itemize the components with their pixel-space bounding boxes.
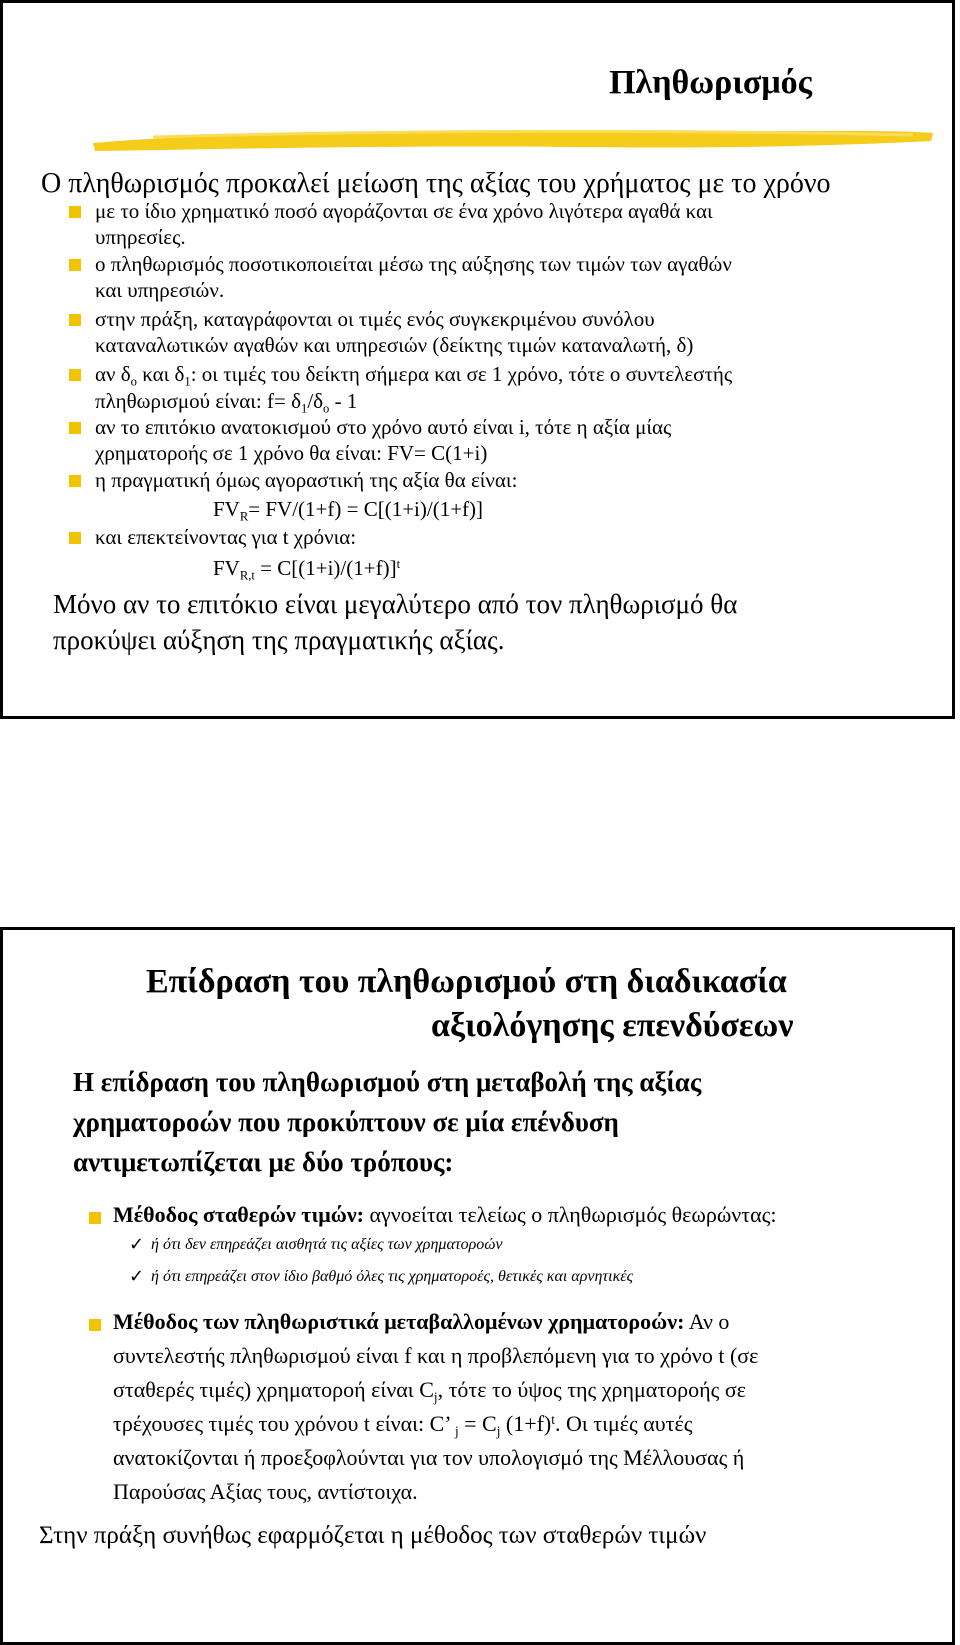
heading-line-3: αντιμετωπίζεται με δύο τρόπους: — [73, 1147, 454, 1177]
slide-title-line-2: αξιολόγησης επενδύσεων — [431, 1007, 794, 1044]
bullet-1-line-2: υπηρεσίες. — [95, 225, 186, 249]
bullet-icon — [69, 422, 81, 434]
conclusion-line-2: προκύψει αύξηση της πραγματικής αξίας. — [53, 625, 505, 655]
bullet-6-line-1: η πραγματική όμως αγοραστική της αξία θα είναι: — [95, 468, 518, 492]
method-2-line-5: ανατοκίζονται ή προεξοφλούνται για τον υπολογισμό της Μέλλουσας ή — [113, 1445, 745, 1470]
slide-title: Πληθωρισμός — [609, 64, 812, 101]
bullet-icon — [69, 314, 81, 326]
bullet-icon — [89, 1212, 101, 1224]
method-2-line-2: συντελεστής πληθωρισμού είναι f και η προβλεπόμενη για το χρόνο t (σε — [113, 1343, 759, 1368]
bullet-7-line-1: και επεκτείνοντας για t χρόνια: — [95, 525, 357, 549]
method-2-line-1: Μέθοδος των πληθωριστικά μεταβαλλομένων χρηματοροών: Αν ο — [113, 1309, 730, 1334]
checkmark-icon: ✓ — [129, 1266, 145, 1287]
footer-text: Στην πράξη συνήθως εφαρμόζεται η μέθοδος των σταθερών τιμών — [39, 1522, 707, 1549]
checkmark-icon: ✓ — [129, 1234, 145, 1255]
bullet-2-line-2: και υπηρεσιών. — [95, 278, 225, 302]
bullet-icon — [69, 369, 81, 381]
bullet-3-line-2: καταναλωτικών αγαθών και υπηρεσιών (δείκτης τιμών καταναλωτή, δ) — [95, 333, 694, 357]
bullet-4-line-1: αν $\delta_o$ και $\delta_1$: οι τιμές του δείκτη σήμερα και σε 1 χρόνο, τότε ο συντελεστής — [95, 362, 733, 389]
fv-real-formula: $FV_R= FV/(1+f) = C[(1+i)/(1+f)]$ — [213, 497, 484, 524]
heading-line-2: χρηματοροών που προκύπτουν σε μία επένδυση — [73, 1107, 619, 1137]
bullet-3-line-1: στην πράξη, καταγράφονται οι τιμές ενός συγκεκριμένου συνόλου — [95, 307, 655, 331]
bullet-icon — [69, 259, 81, 271]
slide-title-line-1: Επίδραση του πληθωρισμού στη διαδικασία — [146, 963, 787, 1000]
bullet-icon — [69, 532, 81, 544]
method-2-line-4: τρέχουσες τιμές του χρόνου t είναι: C’ $_j = C_j$ $(1+f)^t$. Οι τιμές αυτές — [113, 1411, 693, 1439]
bullet-1-line-1: με το ίδιο χρηματικό ποσό αγοράζονται σε ένα χρόνο λιγότερα αγαθά και — [95, 199, 713, 223]
fv-real-t-formula: $FV_{R,t} = C[(1+i)/(1+f)]^t$ — [213, 556, 401, 583]
bullet-2-line-1: ο πληθωρισμός ποσοτικοποιείται μέσω της αύξησης των τιμών των αγαθών — [95, 252, 732, 276]
heading-line-1: Η επίδραση του πληθωρισμού στη μεταβολή της αξίας — [73, 1067, 702, 1097]
title-underline-brush — [93, 125, 933, 155]
bullet-5-line-1: αν το επιτόκιο ανατοκισμού στο χρόνο αυτό είναι i, τότε η αξία μίας — [95, 415, 672, 439]
bullet-5-line-2: χρηματοροής σε 1 χρόνο θα είναι: FV= C(1+i) — [95, 441, 488, 465]
method-2-line-6: Παρούσας Αξίας τους, αντίστοιχα. — [113, 1479, 418, 1504]
method-1-sub-1: ή ότι δεν επηρεάζει αισθητά τις αξίες των χρηματοροών — [151, 1236, 503, 1253]
method-1-sub-2: ή ότι επηρεάζει στον ίδιο βαθμό όλες τις χρηματοροές, θετικές και αρνητικές — [151, 1268, 634, 1285]
bullet-icon — [69, 206, 81, 218]
bullet-icon — [89, 1319, 101, 1331]
method-1-line: Μέθοδος σταθερών τιμών: αγνοείται τελείως ο πληθωρισμός θεωρώντας: — [113, 1202, 777, 1227]
conclusion-line-1: Μόνο αν το επιτόκιο είναι μεγαλύτερο από τον πληθωρισμό θα — [53, 589, 738, 619]
slide-inflation — [0, 0, 955, 719]
slide-inflation-investment — [0, 927, 955, 1645]
intro-text: Ο πληθωρισμός προκαλεί μείωση της αξίας του χρήματος με το χρόνο — [41, 168, 831, 199]
bullet-icon — [69, 475, 81, 487]
method-2-line-3: σταθερές τιμές) χρηματοροή είναι $C_j$, τότε το ύψος της χρηματοροής σε — [113, 1377, 746, 1405]
bullet-4-line-2: πληθωρισμού είναι: $f= \delta_1/\delta_o - 1$ — [95, 389, 358, 416]
